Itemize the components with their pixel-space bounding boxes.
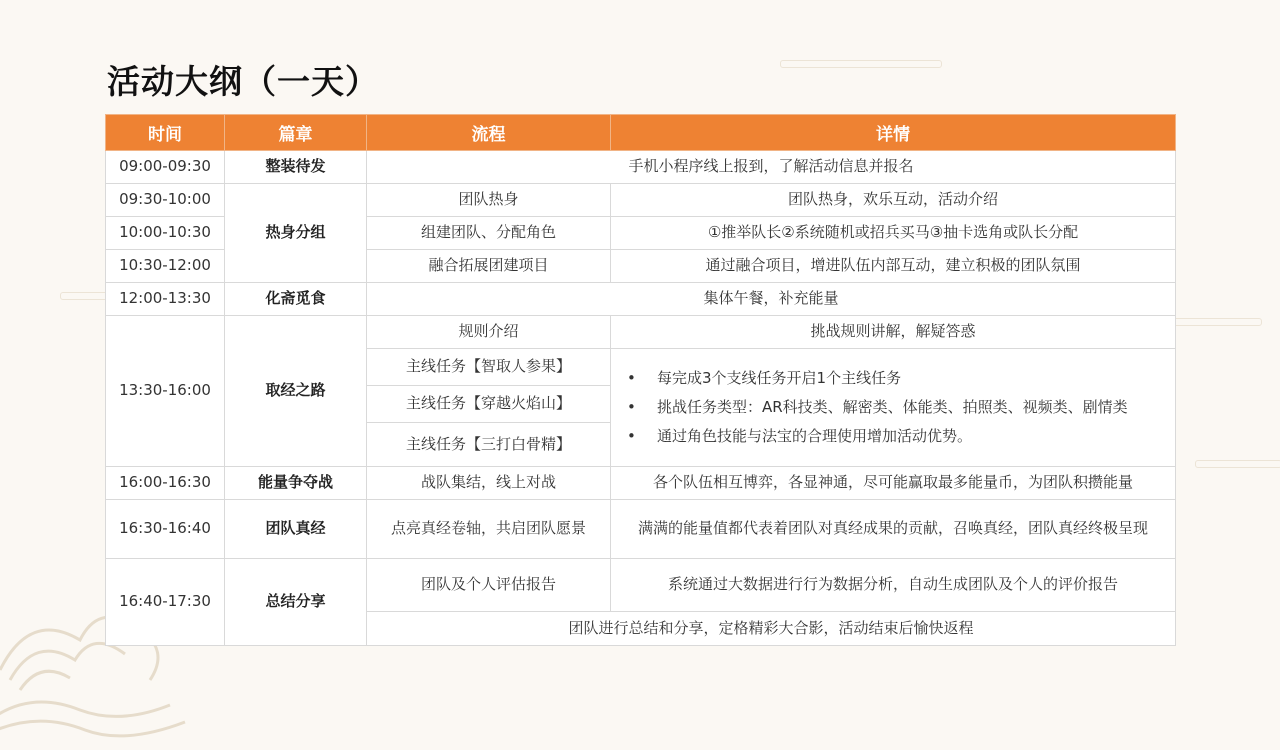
time-cell: 16:30-16:40 — [106, 500, 225, 559]
header-detail: 详情 — [611, 115, 1176, 151]
detail-cell: 通过融合项目，增进队伍内部互动，建立积极的团队氛围 — [611, 250, 1176, 283]
task-bullet-list — [617, 364, 1169, 451]
process-cell: 主线任务【三打白骨精】 — [367, 423, 611, 467]
process-cell: 主线任务【穿越火焰山】 — [367, 386, 611, 423]
header-chapter: 篇章 — [225, 115, 367, 151]
table-header-row — [106, 115, 1176, 151]
time-cell: 09:00-09:30 — [106, 151, 225, 184]
detail-cell: ①推举队长②系统随机或招兵买马③抽卡选角或队长分配 — [611, 217, 1176, 250]
bullet-item: • 挑战任务类型：AR科技类、解密类、体能类、拍照类、视频类、剧情类 — [627, 393, 1169, 422]
detail-cell: 手机小程序线上报到，了解活动信息并报名 — [367, 151, 1176, 184]
time-cell: 10:30-12:00 — [106, 250, 225, 283]
process-cell: 点亮真经卷轴，共启团队愿景 — [367, 500, 611, 559]
time-cell: 12:00-13:30 — [106, 283, 225, 316]
time-cell: 13:30-16:00 — [106, 316, 225, 467]
background-decoration-line — [1195, 460, 1280, 468]
table-row — [106, 184, 1176, 217]
detail-cell: 各个队伍相互博弈，各显神通，尽可能赢取最多能量币，为团队积攒能量 — [611, 467, 1176, 500]
chapter-cell: 团队真经 — [225, 500, 367, 559]
header-time: 时间 — [106, 115, 225, 151]
detail-cell: 团队热身，欢乐互动，活动介绍 — [611, 184, 1176, 217]
table-row — [106, 151, 1176, 184]
background-decoration-line — [780, 60, 942, 68]
process-cell: 组建团队、分配角色 — [367, 217, 611, 250]
time-cell: 10:00-10:30 — [106, 217, 225, 250]
bullet-item: • 每完成3个支线任务开启1个主线任务 — [627, 364, 1169, 393]
chapter-cell: 化斋觅食 — [225, 283, 367, 316]
detail-bullet-cell — [611, 349, 1176, 467]
detail-cell: 团队进行总结和分享，定格精彩大合影，活动结束后愉快返程 — [367, 612, 1176, 646]
chapter-cell: 热身分组 — [225, 184, 367, 283]
chapter-cell: 取经之路 — [225, 316, 367, 467]
header-process: 流程 — [367, 115, 611, 151]
table-row — [106, 467, 1176, 500]
chapter-cell: 整装待发 — [225, 151, 367, 184]
detail-cell: 满满的能量值都代表着团队对真经成果的贡献，召唤真经，团队真经终极呈现 — [611, 500, 1176, 559]
process-cell: 融合拓展团建项目 — [367, 250, 611, 283]
time-cell: 09:30-10:00 — [106, 184, 225, 217]
bullet-item: • 通过角色技能与法宝的合理使用增加活动优势。 — [627, 422, 1169, 451]
table-row — [106, 316, 1176, 349]
page-title: 活动大纲（一天） — [107, 62, 379, 101]
schedule-table — [105, 114, 1176, 646]
time-cell: 16:40-17:30 — [106, 559, 225, 646]
chapter-cell: 总结分享 — [225, 559, 367, 646]
chapter-cell: 能量争夺战 — [225, 467, 367, 500]
detail-cell: 系统通过大数据进行行为数据分析，自动生成团队及个人的评价报告 — [611, 559, 1176, 612]
process-cell: 团队热身 — [367, 184, 611, 217]
detail-cell: 挑战规则讲解，解疑答惑 — [611, 316, 1176, 349]
process-cell: 团队及个人评估报告 — [367, 559, 611, 612]
time-cell: 16:00-16:30 — [106, 467, 225, 500]
detail-cell: 集体午餐，补充能量 — [367, 283, 1176, 316]
table-row — [106, 500, 1176, 559]
table-row — [106, 559, 1176, 612]
process-cell: 规则介绍 — [367, 316, 611, 349]
process-cell: 主线任务【智取人参果】 — [367, 349, 611, 386]
table-row — [106, 283, 1176, 316]
process-cell: 战队集结，线上对战 — [367, 467, 611, 500]
